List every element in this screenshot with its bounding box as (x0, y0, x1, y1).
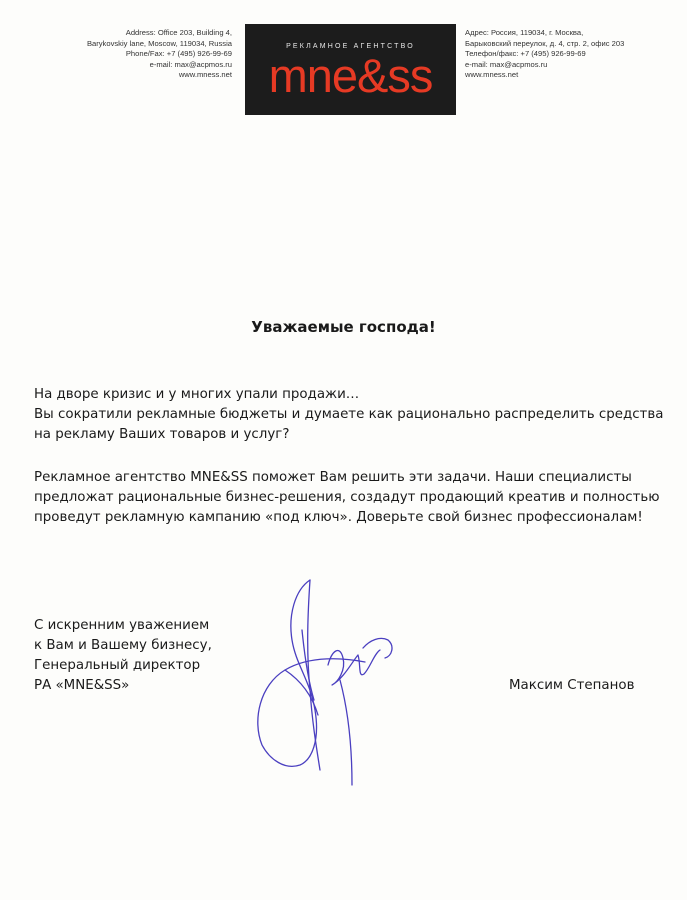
signer-name: Максим Степанов (509, 678, 635, 693)
closing-line: РА «MNE&SS» (34, 678, 130, 693)
paragraph-line: Вы сократили рекламные бюджеты и думаете как рационально распределить средства (34, 407, 664, 422)
address-en-line: Address: Office 203, Building 4, (125, 28, 232, 37)
address-en-line: www.mness.net (178, 70, 232, 80)
address-en-line: Phone/Fax: +7 (495) 926-99-69 (125, 49, 232, 59)
address-english (40, 28, 232, 81)
address-ru-line: e-mail: max@acpmos.ru (465, 59, 548, 69)
logo-tagline: РЕКЛАМНОЕ АГЕНТСТВО (286, 43, 415, 50)
paragraph-line: на рекламу Ваших товаров и услуг? (34, 427, 290, 442)
address-ru-line: Телефон/факс: +7 (495) 926-99-69 (465, 49, 586, 59)
letter-greeting: Уважаемые господа! (251, 318, 436, 336)
address-ru-line: www.mness.net (465, 70, 519, 80)
address-ru-line: Барыковский переулок, д. 4, стр. 2, офис 203 (465, 38, 625, 48)
closing-line: к Вам и Вашему бизнесу, (34, 638, 212, 653)
paragraph-offer (34, 468, 674, 528)
logo-wordmark: mne&ss (268, 49, 433, 102)
handwritten-signature (240, 570, 410, 800)
company-logo (245, 24, 456, 115)
address-russian (465, 28, 675, 81)
address-en-line: Barykovskiy lane, Moscow, 119034, Russia (86, 38, 232, 48)
paragraph-line: Рекламное агентство MNE&SS поможет Вам решить эти задачи. Наши специалисты (34, 470, 632, 485)
paragraph-crisis (34, 385, 674, 445)
closing-block (34, 616, 274, 696)
closing-line: Генеральный директор (34, 658, 201, 673)
paragraph-line: проведут рекламную кампанию «под ключ». Доверьте свой бизнес профессионалам! (34, 510, 643, 525)
address-ru-line: Адрес: Россия, 119034, г. Москва, (465, 28, 584, 37)
paragraph-line: На дворе кризис и у многих упали продажи… (34, 387, 360, 402)
closing-line: С искренним уважением (34, 618, 210, 633)
paragraph-line: предложат рациональные бизнес-решения, создадут продающий креатив и полностью (34, 490, 660, 505)
address-en-line: e-mail: max@acpmos.ru (149, 59, 232, 69)
